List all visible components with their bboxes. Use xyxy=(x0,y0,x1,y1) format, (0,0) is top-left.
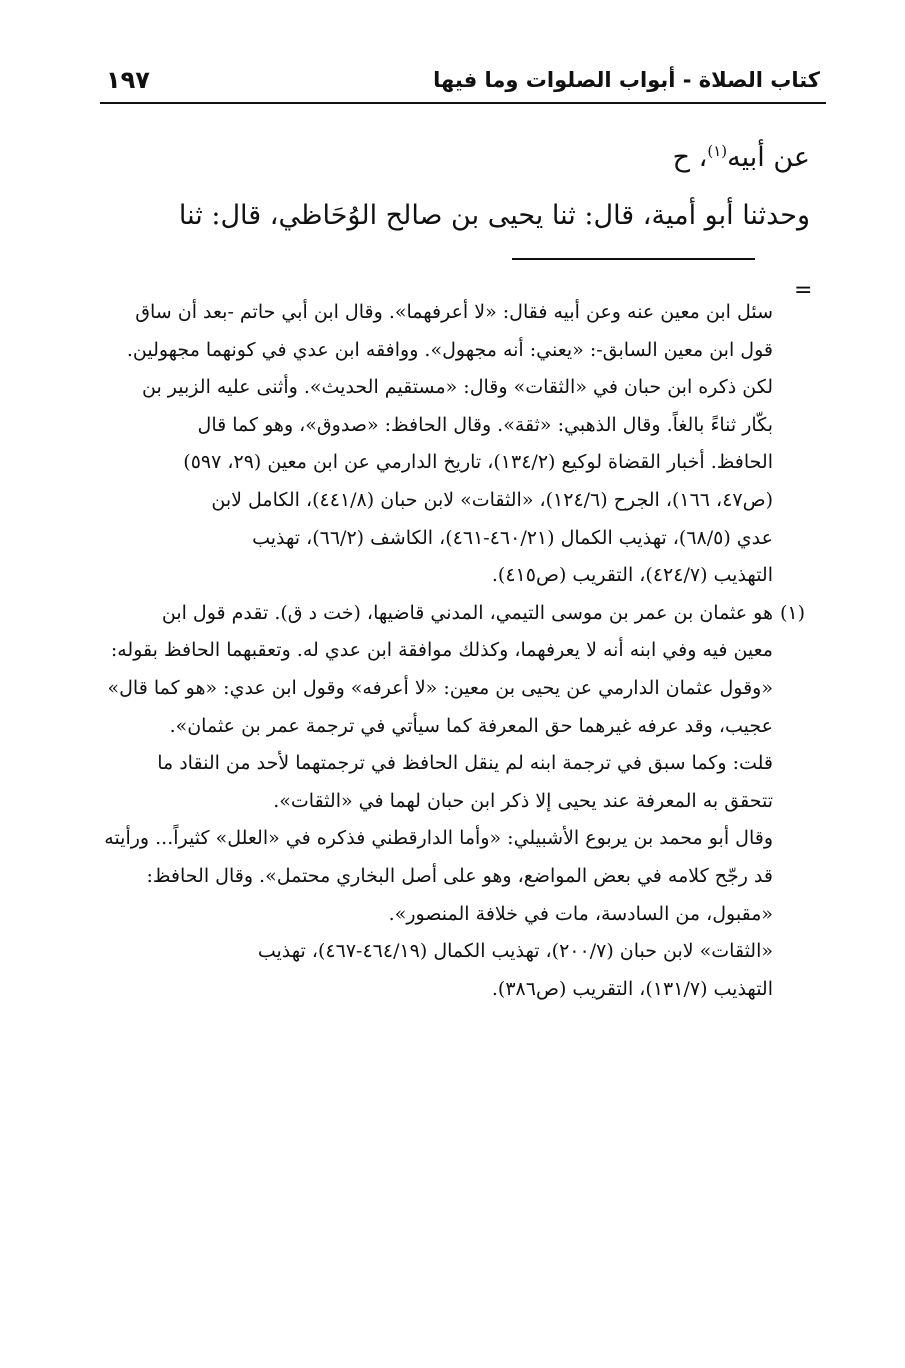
footnote-line: هو عثمان بن عمر بن موسى التيمي، المدني قاضيها، (خت د ق). تقدم قول ابن xyxy=(161,601,773,624)
footnote-line: «الثقات» لابن حبان (٢٠٠/٧)، تهذيب الكمال (٤٦٤/١٩-٤٦٧)، تهذيب xyxy=(257,940,773,963)
footnote-1-marker: (١) xyxy=(779,601,805,624)
footnote-separator xyxy=(512,258,755,260)
footnote-line: التهذيب (١٣١/٧)، التقريب (ص٣٨٦). xyxy=(491,977,773,1000)
footnote-line: قد رجّح كلامه في بعض المواضع، وهو على أصل البخاري محتمل». وقال الحافظ: xyxy=(146,864,773,887)
footnote-line: قول ابن معين السابق-: «يعني: أنه مجهول». ووافقه ابن عدي في كونهما مجهولين. xyxy=(126,338,773,361)
footnote-line: «وقول عثمان الدارمي عن يحيى بن معين: «لا أعرفه» وقول ابن عدي: «هو كما قال» xyxy=(107,676,773,699)
footnote-reference: (١) xyxy=(707,142,728,160)
header-rule xyxy=(100,102,826,104)
main-line-1-end: ، ح xyxy=(672,142,708,173)
footnotes xyxy=(100,294,805,1008)
footnote-line: عدي (٦٨/٥)، تهذيب الكمال (٤٦٠/٢١-٤٦١)، الكاشف (٦٦/٢)، تهذيب xyxy=(252,526,773,549)
footnote-line: سئل ابن معين عنه وعن أبيه فقال: «لا أعرفهما». وقال ابن أبي حاتم -بعد أن ساق xyxy=(135,301,773,323)
footnote-line: (ص٤٧، ١٦٦)، الجرح (١٢٤/٦)، «الثقات» لابن حبان (٤٤١/٨)، الكامل لابن xyxy=(211,488,773,511)
running-header xyxy=(100,62,826,102)
main-line-2: وحدثنا أبو أمية، قال: ثنا يحيى بن صالح الوُحَاظي، قال: ثنا xyxy=(178,200,810,231)
footnote-line: لكن ذكره ابن حبان في «الثقات» وقال: «مستقيم الحديث». وأثنى عليه الزبير بن xyxy=(142,376,773,399)
main-line-1 xyxy=(110,122,810,187)
footnote-line: التهذيب (٤٢٤/٧)، التقريب (ص٤١٥). xyxy=(491,564,773,587)
footnote-line: الحافظ. أخبار القضاة لوكيع (١٣٤/٢)، تاريخ الدارمي عن ابن معين (٢٩، ٥٩٧) xyxy=(183,451,773,474)
footnote-line: قلت: وكما سبق في ترجمة ابنه لم ينقل الحافظ في ترجمتهما لأحد من النقاد ما xyxy=(157,752,773,775)
footnote-1-first-line xyxy=(100,595,805,633)
footnote-line: وقال أبو محمد بن يربوع الأشبيلي: «وأما الدارقطني فذكره في «العلل» كثيراً... ورأيته xyxy=(104,827,773,850)
header-title: كتاب الصلاة - أبواب الصلوات وما فيها xyxy=(433,68,820,92)
footnote-line: عجيب، وقد عرفه غيرهما حق المعرفة كما سيأتي في ترجمة عمر بن عثمان». xyxy=(169,714,773,737)
footnote-line: تتحقق به المعرفة عند يحيى إلا ذكر ابن حبان لهما في «الثقات». xyxy=(273,789,773,812)
footnote-line: معين فيه وفي ابنه أنه لا يعرفهما، وكذلك موافقة ابن عدي له. وتعقبهما الحافظ بقوله: xyxy=(110,639,773,662)
footnote-line: «مقبول، من السادسة، مات في خلافة المنصور». xyxy=(388,902,773,925)
footnote-line: بكّار ثناءً بالغاً. وقال الذهبي: «ثقة». وقال الحافظ: «صدوق»، وهو كما قال xyxy=(197,413,773,436)
continuation-mark: = xyxy=(794,278,813,303)
main-text xyxy=(110,122,810,245)
main-line-1-text: عن أبيه xyxy=(727,142,810,173)
page-number: ١٩٧ xyxy=(106,66,150,94)
